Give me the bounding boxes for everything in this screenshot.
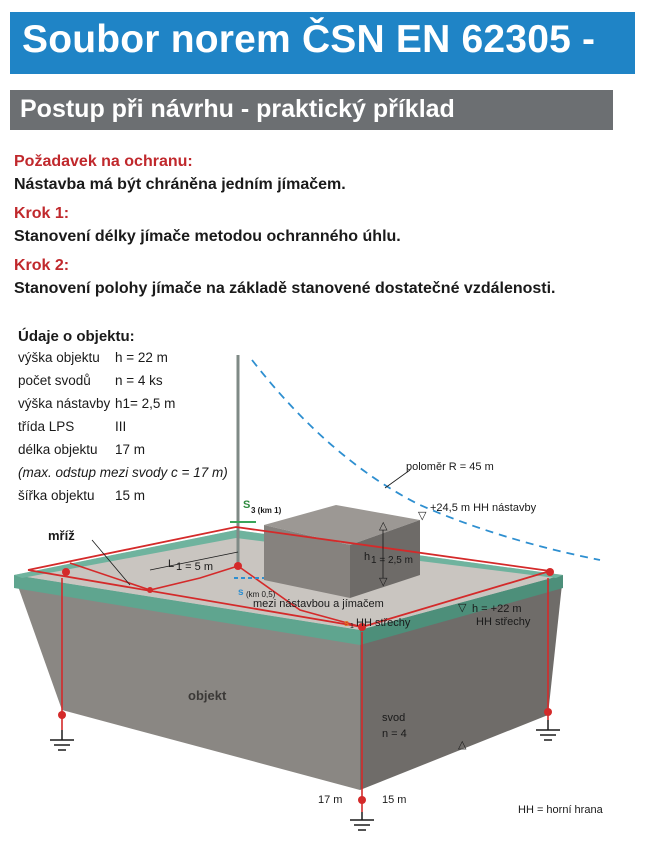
level-marker: ▽ [418, 510, 427, 522]
step2-label: Krok 2: [14, 257, 70, 274]
object-data-value: n = 4 ks [115, 373, 163, 388]
test-joint-dot [544, 708, 552, 716]
object-data-value: 17 m [115, 442, 146, 457]
h-level-label-2: HH střechy [476, 616, 531, 628]
object-data-label: počet svodů [18, 373, 91, 388]
s-roof-sub-label: 1 [350, 623, 354, 630]
step2-text: Stanovení polohy jímače na základě stanovené dostatečné vzdálenosti. [14, 280, 556, 297]
object-data-title: Údaje o objektu: [18, 328, 135, 345]
step1-label: Krok 1: [14, 205, 70, 222]
ground-symbol-front [350, 812, 374, 830]
legend-label: HH = horní hrana [518, 804, 603, 816]
page-subtitle: Postup při návrhu - praktický příklad [20, 95, 455, 123]
s3-label: S [243, 499, 251, 511]
ground-symbol-right [536, 720, 560, 740]
object-data-value: 15 m [115, 488, 146, 503]
object-data-label: délka objektu [18, 442, 98, 457]
object-data-label: třída LPS [18, 419, 75, 434]
svod-label: svod [382, 712, 406, 724]
roof-edge-label: HH střechy [356, 617, 411, 629]
requirement-label: Požadavek na ochranu: [14, 153, 193, 170]
requirement-text: Nástavba má být chráněna jedním jímačem. [14, 176, 346, 193]
level-marker: ▽ [379, 576, 388, 588]
top-level-label: +24,5 m HH nástavby [430, 502, 537, 514]
object-data-label: výška objektu [18, 350, 100, 365]
test-joint-dot [58, 711, 66, 719]
l1-sub-label: 1 = 5 m [176, 561, 213, 573]
l1-label: L [168, 558, 175, 570]
dimension-15m-label: 15 m [382, 794, 407, 806]
s-km-label: s [238, 587, 244, 598]
junction-dot [546, 568, 554, 576]
dimension-17m-label: 17 m [318, 794, 343, 806]
junction-dot [62, 568, 70, 576]
object-data-note [18, 465, 228, 480]
h1-label: h [364, 551, 371, 563]
object-data-row [18, 488, 146, 503]
object-data-value: h1= 2,5 m [115, 396, 176, 411]
object-data-row [18, 350, 168, 365]
object-data-row [18, 396, 176, 411]
page-title: Soubor norem ČSN EN 62305 - [22, 18, 596, 61]
object-data-label: (max. odstup mezi svody c = 17 m) [18, 465, 228, 480]
level-marker: ▽ [458, 602, 467, 614]
test-joint-dot [358, 796, 366, 804]
s-roof-label: s [344, 618, 350, 628]
step1-text: Stanovení délky jímače metodou ochranného úhlu. [14, 228, 401, 245]
junction-dot [147, 587, 153, 593]
object-data-row [18, 373, 163, 388]
s-km-sub-label: (km 0,5) [246, 590, 276, 599]
h1-sub-label: 1 = 2,5 m [371, 555, 413, 566]
h-level-label: h = +22 m [472, 603, 522, 615]
ground-symbol-left [50, 730, 74, 750]
object-data-row [18, 442, 146, 457]
between-label: mezi nástavbou a jímačem [253, 598, 384, 610]
s3-sub-label: 3 (km 1) [251, 506, 282, 515]
level-marker: △ [458, 739, 467, 751]
level-marker: △ [379, 520, 388, 532]
junction-dot [234, 562, 242, 570]
radius-label: poloměr R = 45 m [406, 461, 494, 473]
objekt-label: objekt [188, 688, 227, 703]
object-data-value: III [115, 419, 127, 434]
mriz-label: mříž [48, 528, 75, 543]
svod-n-label: n = 4 [382, 728, 407, 740]
object-data-label: výška nástavby [18, 396, 111, 411]
object-data-row [18, 419, 127, 434]
object-data-label: šířka objektu [18, 488, 95, 503]
object-data-value: h = 22 m [115, 350, 168, 365]
